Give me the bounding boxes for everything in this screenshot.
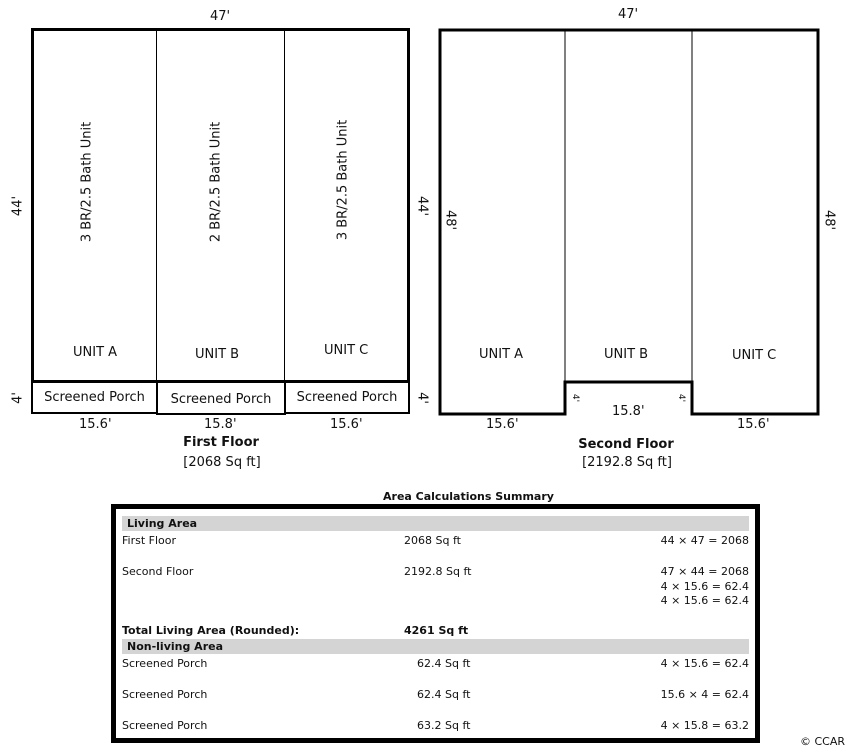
porch-row-calc: 4 × 15.8 = 63.2	[660, 719, 749, 732]
second-floor-area: [2192.8 Sq ft]	[582, 455, 672, 470]
first-floor-area: [2068 Sq ft]	[183, 455, 261, 470]
unit-c-type: 3 BR/2.5 Bath Unit	[335, 119, 351, 241]
screened-porch-b: Screened Porch	[156, 381, 286, 415]
unit-b-width-dim: 15.8'	[204, 417, 237, 432]
second-unit-a-width-dim: 15.6'	[486, 417, 519, 432]
second-unit-a-label: UNIT A	[479, 347, 524, 362]
first-floor-title: First Floor	[183, 435, 259, 450]
unit-c-label: UNIT C	[324, 343, 369, 358]
screened-porch-a: Screened Porch	[31, 381, 158, 414]
porch-row-calc: 15.6 × 4 = 62.4	[660, 688, 749, 701]
unit-a-width-dim: 15.6'	[79, 417, 112, 432]
row-first-floor-area: 2068 Sq ft	[404, 534, 461, 547]
porch-row-area: 62.4 Sq ft	[417, 657, 471, 670]
notch-right-dim: 4'	[676, 393, 686, 403]
first-floor-right-dim: 44'	[414, 195, 430, 217]
row-second-floor-area: 2192.8 Sq ft	[404, 565, 472, 578]
nonliving-area-header: Non-living Area	[122, 639, 749, 654]
porch-row-name: Screened Porch	[122, 719, 208, 732]
first-floor-width-dim: 47'	[210, 9, 231, 24]
unit-a-type: 3 BR/2.5 Bath Unit	[79, 121, 95, 243]
living-area-header: Living Area	[122, 516, 749, 531]
unit-b-label: UNIT B	[195, 347, 240, 362]
total-living-label: Total Living Area (Rounded):	[122, 624, 300, 637]
row-second-floor-calc: 47 × 44 = 2068	[660, 565, 749, 578]
second-unit-c-width-dim: 15.6'	[737, 417, 770, 432]
total-living-value: 4261 Sq ft	[404, 624, 469, 637]
porch-row-name: Screened Porch	[122, 657, 208, 670]
row-second-floor-calc: 4 × 15.6 = 62.4	[660, 594, 749, 607]
row-first-floor-name: First Floor	[122, 534, 177, 547]
screened-porch-c: Screened Porch	[284, 381, 410, 414]
notch-left-dim: 4'	[570, 393, 580, 403]
first-floor-left-dim: 44'	[10, 195, 26, 217]
unit-c-width-dim: 15.6'	[330, 417, 363, 432]
second-unit-c-label: UNIT C	[732, 348, 777, 363]
second-floor-width-dim: 47'	[618, 7, 639, 22]
copyright-mark: © CCAR	[800, 735, 845, 748]
row-first-floor-calc: 44 × 47 = 2068	[660, 534, 749, 547]
second-floor-title: Second Floor	[578, 437, 674, 452]
porch-row-name: Screened Porch	[122, 688, 208, 701]
second-floor-right-dim: 48'	[821, 209, 837, 231]
first-floor-divider	[156, 31, 157, 381]
row-second-floor-name: Second Floor	[122, 565, 194, 578]
first-floor-divider	[284, 31, 285, 381]
second-unit-b-width-dim: 15.8'	[612, 404, 645, 419]
unit-a-label: UNIT A	[73, 345, 118, 360]
porch-row-calc: 4 × 15.6 = 62.4	[660, 657, 749, 670]
porch-row-area: 63.2 Sq ft	[417, 719, 471, 732]
first-floor-porch-right-dim: 4'	[414, 392, 430, 404]
porch-row-area: 62.4 Sq ft	[417, 688, 471, 701]
area-summary-table	[111, 504, 760, 743]
row-second-floor-calc: 4 × 15.6 = 62.4	[660, 580, 749, 593]
first-floor-porch-left-dim: 4'	[10, 392, 26, 404]
summary-title: Area Calculations Summary	[383, 490, 554, 503]
unit-b-type: 2 BR/2.5 Bath Unit	[208, 121, 224, 243]
second-floor-left-dim: 48'	[442, 209, 458, 231]
second-unit-b-label: UNIT B	[604, 347, 649, 362]
